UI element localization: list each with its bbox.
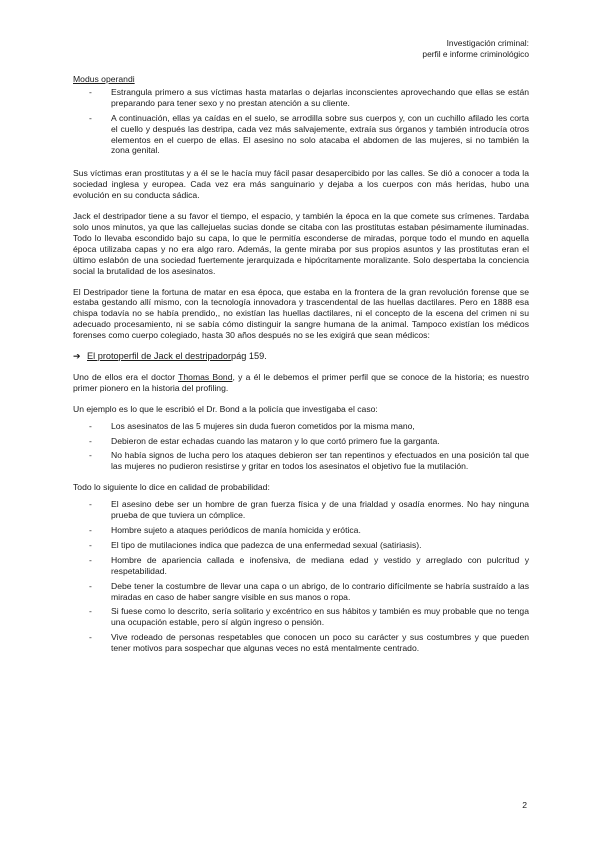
example-intro: Un ejemplo es lo que le escribió el Dr. Bond a la policía que investigaba el caso:	[73, 403, 378, 414]
document-body	[73, 74, 529, 658]
bond-text-after: , y a él le debemos el primer perfil que se conoce de la historia; es nuestro primer pionero en la historia del profiling.	[73, 371, 529, 393]
list-item: - Estrangula primero a sus víctimas hasta matarlas o dejarlas inconscientes aprovechando que ellas se están preparando para tener sexo y no prestan atención a su cliente.	[73, 87, 529, 109]
protoprofile-title: El protoperfil de Jack el destripador	[87, 351, 232, 362]
header-line-2: perfil e informe criminológico	[422, 49, 529, 59]
protoprofile-subheading	[73, 351, 529, 362]
bond-letter-list	[73, 421, 529, 473]
list-item: - Hombre de apariencia callada e inofensiva, de mediana edad y vestido y arreglado con pulcritud y respetabilidad.	[73, 555, 529, 577]
list-item: - Los asesinatos de las 5 mujeres sin duda fueron cometidos por la misma mano,	[73, 421, 529, 432]
list-item: - Hombre sujeto a ataques periódicos de manía homicida y erótica.	[73, 525, 529, 536]
list-item: - Debe tener la costumbre de llevar una capa o un abrigo, de lo contrario difícilmente se habría sustraído a las miradas en caso de haber sangre visible en sus manos o ropa.	[73, 581, 529, 603]
page-header	[422, 38, 529, 60]
list-item: - A continuación, ellas ya caídas en el suelo, se arrodilla sobre sus cuerpos y, con un cuchillo afilado les corta el cuello y después las destripa, cada vez más salvajemente, extraía sus órganos y también introducía otros elementos en el cuerpo de ellas. El asesino no solo atacaba el abdomen de las mujeres, si no también la zona genital.	[73, 113, 529, 157]
header-line-1: Investigación criminal:	[446, 38, 529, 48]
page-number: 2	[522, 800, 527, 810]
bond-text-before: Uno de ellos era el doctor	[73, 371, 179, 382]
paragraph-forensics: El Destripador tiene la fortuna de matar en esa época, que estaba en la frontera de la gran revolución forense que se estaba gestando allí mismo, con la tecnología innovadora y trascendental de las huellas dactilares. Pero en 1888 esa chispa todavía no se había prendido,, no existían las huellas dactilares, ni el concepto de la escena del crimen ni su adecuado procesamiento, ni se sabía cómo distinguir la sangre humana de la animal. Tampoco existían los médicos forenses como cuerpo colegiado, hasta 30 años después no se les exigirá que sean médicos:	[73, 286, 529, 341]
list-item: - El asesino debe ser un hombre de gran fuerza física y de una frialdad y osadía enormes. No hay ninguna prueba de que tuviera un cómplice.	[73, 499, 529, 521]
protoprofile-page-ref: pág 159.	[231, 351, 267, 362]
list-item: - Si fuese como lo descrito, sería solitario y excéntrico en sus hábitos y también es muy probable que no tenga una ocupación estable, pero sí algún ingreso o pensión.	[73, 606, 529, 628]
modus-operandi-heading: Modus operandi	[73, 74, 135, 84]
paragraph-time-space: Jack el destripador tiene a su favor el tiempo, el espacio, y también la época en la que comete sus crímenes. Tardaba solo unos minutos, ya que las callejuelas sucias donde se citaba con las prostitutas estaban pésimamente iluminadas. Todo lo llevaba escondido bajo su capa, lo que le permitía esconderse de miradas, porque todo el mundo en aquella época utilizaba capas y no era algo raro. Además, la gente miraba por sus propios asuntos y las prostitutas eran el último eslabón de una sociedad fuertemente jerarquizada e hipócritamente moralizante. Solo despertaba la conciencia social la brutalidad de los asesinatos.	[73, 211, 529, 276]
modus-operandi-list	[73, 87, 529, 156]
probability-intro: Todo lo siguiente lo dice en calidad de probabilidad:	[73, 482, 270, 493]
thomas-bond-name: Thomas Bond	[178, 371, 233, 382]
probability-list	[73, 499, 529, 654]
list-item: - Debieron de estar echadas cuando las mataron y lo que cortó primero fue la garganta.	[73, 436, 529, 447]
paragraph-victims: Sus víctimas eran prostitutas y a él se le hacía muy fácil pasar desapercibido por las calles. Se dió a conocer a toda la sociedad inglesa y europea. Cada vez era más sanguinario y dejaba a los cuerpos con más heridas, hubo una evolución en su conducta sádica.	[73, 168, 529, 201]
arrow-right-icon: ➔	[73, 351, 81, 362]
paragraph-bond	[73, 372, 529, 394]
list-item: - Vive rodeado de personas respetables que conocen un poco su carácter y sus costumbres y que pueden tener motivos para sospechar que algunas veces no está mentalmente centrado.	[73, 632, 529, 654]
list-item: - No había signos de lucha pero los ataques debieron ser tan repentinos y efectuados en una posición tal que las mujeres no pudieron resistirse y gritar en todos los asesinatos el objetivo fue la mutilación.	[73, 450, 529, 472]
list-item: - El tipo de mutilaciones indica que padezca de una enfermedad sexual (satiriasis).	[73, 540, 529, 551]
